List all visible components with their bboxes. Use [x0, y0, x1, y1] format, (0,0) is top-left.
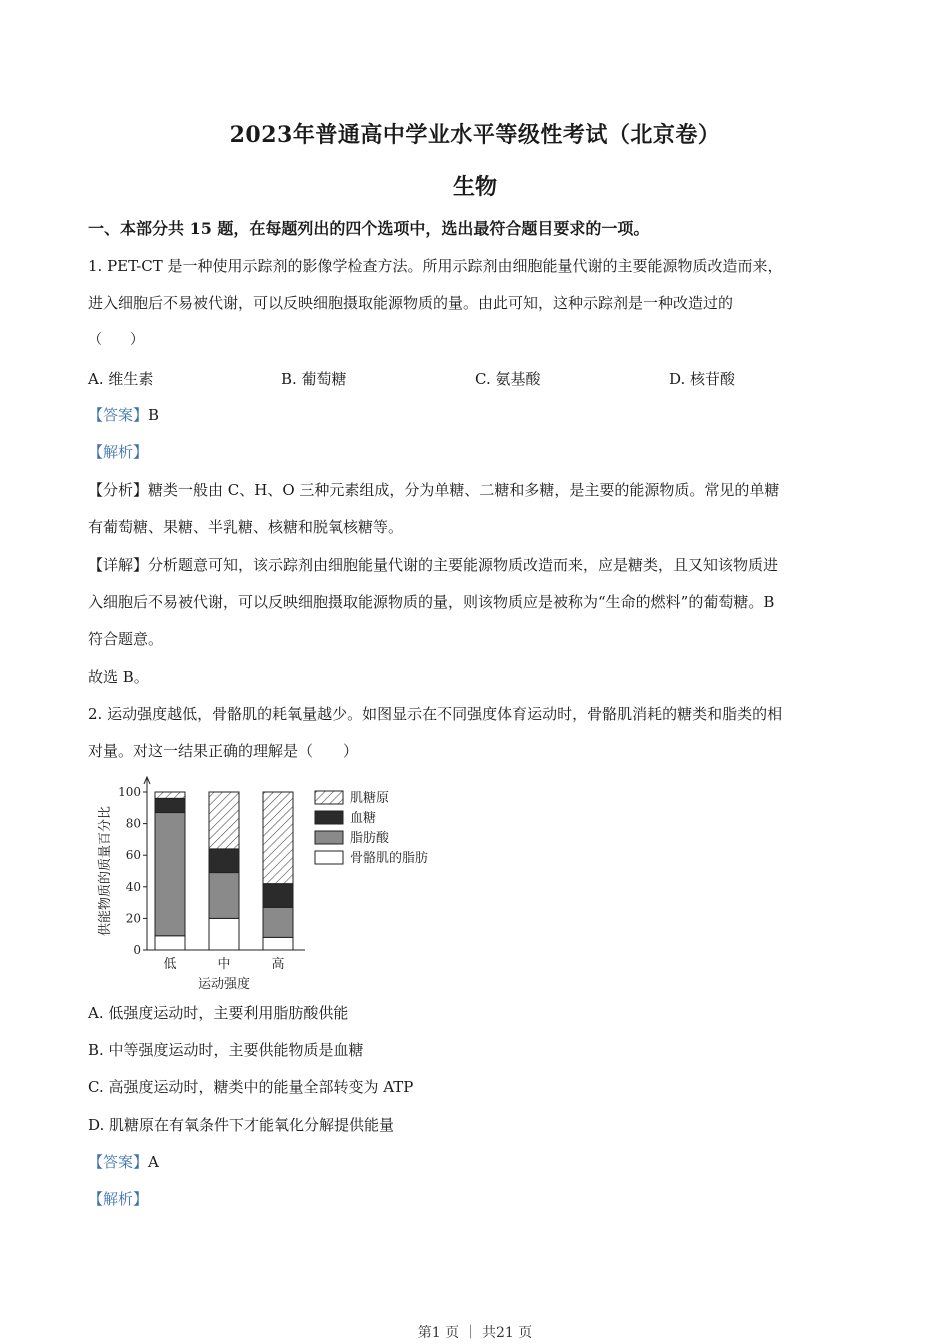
- q2-option-d: D. 肌糖原在有氧条件下才能氧化分解提供能量: [88, 1116, 395, 1134]
- q1-stem-bracket: （ ）: [88, 332, 144, 348]
- fenxi-text: 糖类一般由 C、H、O 三种元素组成，分为单糖、二糖和多糖，是主要的能源物质。常见的单糖: [148, 481, 780, 499]
- answer-value: B: [148, 406, 160, 424]
- section-heading: 一、本部分共 15 题，在每题列出的四个选项中，选出最符合题目要求的一项。: [88, 219, 650, 238]
- analysis-tag: 【解析】: [88, 1190, 149, 1208]
- y-tick-label: 40: [125, 879, 141, 894]
- bar-segment: [155, 936, 185, 950]
- q2-stem-line: 对量。对这一结果正确的理解是（ ）: [88, 742, 359, 760]
- bar-segment: [209, 873, 239, 919]
- y-axis-label: 供能物质的质量百分比: [98, 805, 113, 937]
- q2-option-a: A. 低强度运动时，主要利用脂肪酸供能: [88, 1004, 349, 1022]
- page-title: 2023年普通高中学业水平等级性考试（北京卷）: [229, 122, 721, 148]
- legend-swatch: [315, 811, 343, 824]
- q2-answer: [88, 1152, 878, 1172]
- q1-option-b: B. 葡萄糖: [281, 370, 347, 388]
- legend-label: 肌糖原: [350, 791, 390, 806]
- xiangjie-text: 分析题意可知，该示踪剂由细胞能量代谢的主要能源物质改造而来，应是糖类，且又知该物质进: [148, 556, 779, 574]
- q1-xiangjie-line: 符合题意。: [88, 630, 164, 648]
- q1-option-c: C. 氨基酸: [475, 370, 541, 388]
- answer-value: A: [148, 1153, 159, 1171]
- q2-option-c: C. 高强度运动时，糖类中的能量全部转变为 ATP: [88, 1078, 414, 1096]
- q1-xiangjie-line: 入细胞后不易被代谢，可以反映细胞摄取能源物质的量，则该物质应是被称为“生命的燃料”的葡萄糖。B: [88, 593, 775, 611]
- bar-segment: [155, 813, 185, 936]
- stacked-bar-chart: [95, 775, 455, 997]
- y-tick-label: 0: [133, 943, 141, 957]
- answer-tag: 【答案】: [88, 1153, 149, 1171]
- x-tick-label: 高: [271, 957, 285, 972]
- q1-option-d: D. 核苷酸: [669, 370, 736, 388]
- bar-segment: [263, 937, 293, 950]
- q1-answer: [88, 405, 878, 425]
- legend-swatch: [315, 791, 343, 804]
- x-tick-label: 中: [217, 957, 231, 972]
- bar-segment: [263, 907, 293, 937]
- x-axis-label: 运动强度: [197, 977, 251, 992]
- y-tick-label: 80: [125, 816, 141, 831]
- legend-swatch: [315, 831, 343, 844]
- bar-segment: [209, 792, 239, 849]
- y-tick-label: 100: [118, 785, 141, 799]
- x-tick-label: 低: [163, 957, 177, 972]
- bar-segment: [263, 884, 293, 908]
- y-tick-label: 60: [125, 848, 141, 863]
- q1-stem-line: 进入细胞后不易被代谢，可以反映细胞摄取能源物质的量。由此可知，这种示踪剂是一种改造过的: [88, 294, 734, 312]
- bar-segment: [155, 798, 185, 812]
- q1-option-a: A. 维生素: [88, 370, 154, 388]
- fenxi-tag: 【分析】: [88, 481, 149, 499]
- legend-label: 脂肪酸: [350, 831, 390, 846]
- q2-stem-line: 2. 运动强度越低，骨骼肌的耗氧量越少。如图显示在不同强度体育运动时，骨骼肌消耗的糖类和脂类的相: [88, 705, 783, 723]
- q1-analysis: [88, 442, 878, 462]
- subject-title: 生物: [452, 174, 497, 200]
- legend-label: 骨骼肌的脂肪: [350, 851, 429, 866]
- legend-label: 血糖: [350, 811, 377, 826]
- q1-xiangjie-line: [88, 555, 878, 575]
- q1-fenxi-line: [88, 480, 878, 500]
- q1-stem-line: 1. PET-CT 是一种使用示踪剂的影像学检查方法。所用示踪剂由细胞能量代谢的主要能源物质改造而来，: [88, 257, 783, 275]
- bar-segment: [263, 792, 293, 884]
- page-footer: 第1 页 ｜ 共21 页: [417, 1325, 533, 1341]
- bar-segment: [209, 849, 239, 873]
- answer-tag: 【答案】: [88, 406, 149, 424]
- y-tick-label: 20: [125, 911, 141, 926]
- bar-segment: [155, 792, 185, 798]
- q1-fenxi-line: 有葡萄糖、果糖、半乳糖、核糖和脱氧核糖等。: [88, 518, 404, 536]
- xiangjie-tag: 【详解】: [88, 556, 149, 574]
- q1-conclusion: 故选 B。: [88, 668, 149, 686]
- legend-swatch: [315, 851, 343, 864]
- q2-analysis: [88, 1189, 878, 1209]
- bar-segment: [209, 918, 239, 950]
- q2-option-b: B. 中等强度运动时，主要供能物质是血糖: [88, 1041, 364, 1059]
- analysis-tag: 【解析】: [88, 443, 149, 461]
